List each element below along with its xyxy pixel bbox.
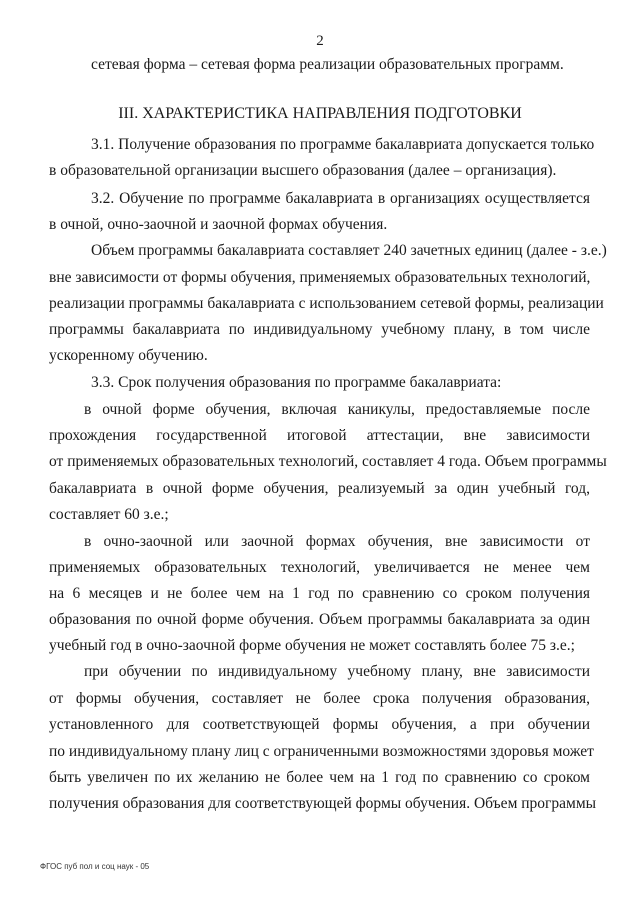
paragraph-line: в очной, очно-заочной и заочной формах обучения. [49, 216, 388, 233]
paragraph-line: прохождения государственной итоговой аттестации, вне зависимости [49, 427, 590, 444]
paragraph-line: на 6 месяцев и не более чем на 1 год по сравнению со сроком получения [49, 585, 590, 602]
paragraph-line: в очной форме обучения, включая каникулы, предоставляемые после [84, 401, 590, 418]
paragraph-line: образования по очной форме обучения. Объем программы бакалавриата за один [49, 611, 590, 628]
footer-code: ФГОС пуб пол и соц наук - 05 [40, 862, 150, 871]
paragraph-line: получения образования для соответствующей формы обучения. Объем программы [49, 795, 597, 812]
paragraph-line: 3.2. Обучение по программе бакалавриата в организациях осуществляется [91, 190, 590, 207]
paragraph-line: учебный год в очно-заочной форме обучения не может составлять более 75 з.е.; [49, 637, 575, 654]
paragraph-line: составляет 60 з.е.; [49, 506, 169, 523]
paragraph-line: от формы обучения, составляет не более срока получения образования, [49, 690, 590, 707]
page-number: 2 [316, 33, 324, 49]
paragraph-line: Объем программы бакалавриата составляет 240 зачетных единиц (далее - з.е.) [91, 242, 607, 259]
paragraph-line: при обучении по индивидуальному учебному плану, вне зависимости [84, 663, 590, 680]
paragraph-line: бакалавриата в очной форме обучения, реализуемый за один учебный год, [49, 480, 590, 497]
paragraph-line: от применяемых образовательных технологий, составляет 4 года. Объем программы [49, 453, 607, 470]
paragraph-line: по индивидуальному плану лиц с ограниченными возможностями здоровья может [49, 743, 594, 760]
paragraph-line: 3.1. Получение образования по программе бакалавриата допускается только [91, 136, 595, 153]
paragraph-line: вне зависимости от формы обучения, применяемых образовательных технологий, [49, 269, 591, 286]
paragraph-line: реализации программы бакалавриата с использованием сетевой формы, реализации [49, 295, 604, 312]
preface-line: сетевая форма – сетевая форма реализации образовательных программ. [91, 56, 564, 73]
paragraph-line: быть увеличен по их желанию не более чем на 1 год по сравнению со сроком [49, 769, 590, 786]
paragraph-line: 3.3. Срок получения образования по программе бакалавриата: [91, 374, 502, 391]
paragraph-line: ускоренному обучению. [49, 347, 208, 364]
paragraph-line: применяемых образовательных технологий, увеличивается не менее чем [49, 559, 590, 576]
paragraph-line: программы бакалавриата по индивидуальному учебному плану, в том числе [49, 321, 590, 338]
paragraph-line: установленного для соответствующей формы обучения, а при обучении [49, 716, 590, 733]
paragraph-line: в образовательной организации высшего образования (далее – организация). [49, 162, 557, 179]
paragraph-line: в очно-заочной или заочной формах обучения, вне зависимости от [84, 533, 590, 550]
section-title: III. ХАРАКТЕРИСТИКА НАПРАВЛЕНИЯ ПОДГОТОВКИ [118, 105, 522, 122]
